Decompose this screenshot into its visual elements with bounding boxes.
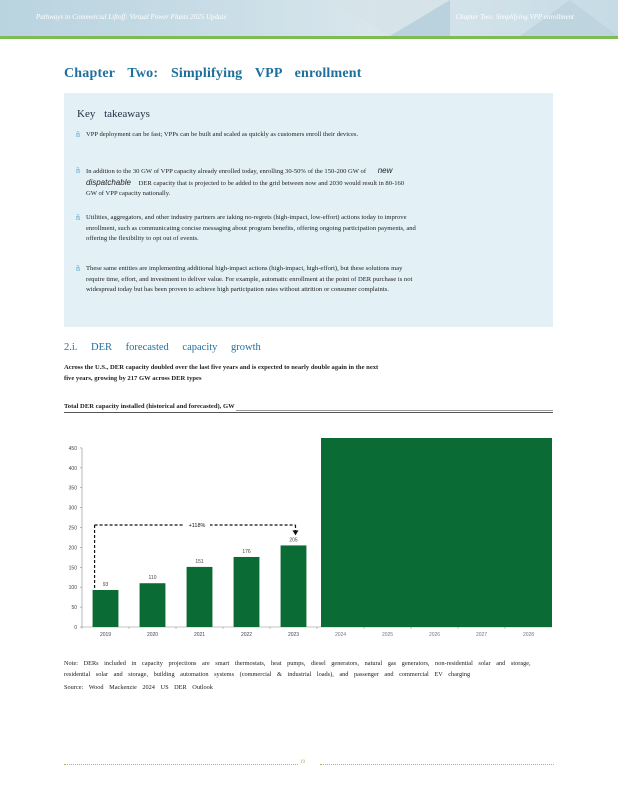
section-description: Across the U.S., DER capacity doubled over the last five years and is expected to nearly double again in the next five years, growing by 217 GW across DER types <box>64 364 379 382</box>
bar <box>140 583 166 627</box>
header-accent-line <box>0 36 618 39</box>
footer-rule <box>320 764 554 765</box>
x-tick-label: 2023 <box>287 632 300 638</box>
bar <box>281 545 307 627</box>
chart-title: Total DER capacity installed (historical and forecasted), GW <box>64 403 235 410</box>
takeaway-text: VPP deployment can be fast; VPPs can be built and scaled as quickly as customers enroll their devices. <box>86 131 359 138</box>
key-takeaways-title: Key takeaways <box>77 108 150 120</box>
header-decoration <box>330 0 450 36</box>
chart-note: Note: DERs included in capacity projections are smart thermostats, heat pumps, diesel generators, natural gas generators, non-residential solar and storage, residential solar and storage, building automation systems (commercial & industrial loads), and passenger and commercial EV charging <box>64 660 531 678</box>
footer-rule <box>64 764 298 765</box>
takeaway-item <box>76 213 416 245</box>
y-tick-label: 100 <box>68 585 77 592</box>
takeaway-highlight: new dispatchable <box>86 166 393 187</box>
takeaway-text: DER capacity that is projected to be added to the grid between now and 2030 would result in 80-160 GW of VPP capacity nationally. <box>86 179 405 197</box>
y-tick-label: 150 <box>68 565 77 572</box>
x-tick-label: 2021 <box>193 632 206 638</box>
bar <box>187 567 213 627</box>
bullet-icon: ñ <box>76 213 80 222</box>
growth-annotation: +118% <box>188 523 206 529</box>
takeaway-item <box>76 130 416 141</box>
x-tick-label: 2027 <box>475 632 488 638</box>
data-label: 205 <box>289 537 298 544</box>
takeaway-item <box>76 264 416 296</box>
x-tick-label: 2019 <box>99 632 112 638</box>
bar <box>234 557 260 627</box>
x-tick-label: 2028 <box>522 632 535 638</box>
page-number: 19 <box>300 760 305 765</box>
bullet-icon: ñ <box>76 130 80 139</box>
forecast-bar-block <box>321 438 552 627</box>
y-tick-label: 200 <box>68 545 77 552</box>
y-tick-label: 350 <box>68 485 77 492</box>
bar <box>93 590 119 627</box>
takeaway-item <box>76 166 416 200</box>
chart-source: Source: Wood Mackenzie 2024 US DER Outlook <box>64 684 213 691</box>
header-doc-title: Pathways to Commercial Liftoff: Virtual Power Plants 2025 Update <box>36 13 227 21</box>
data-label: 151 <box>195 558 204 565</box>
bullet-icon: ñ <box>76 264 80 273</box>
y-tick-label: 250 <box>68 525 77 532</box>
divider <box>64 412 553 413</box>
x-tick-label: 2025 <box>381 632 394 638</box>
key-takeaways-box <box>64 93 553 327</box>
takeaway-text: In addition to the 30 GW of VPP capacity already enrolled today, enrolling 30-50% of the 150-200 GW of <box>86 168 367 175</box>
y-tick-label: 0 <box>74 625 77 631</box>
data-label: 110 <box>148 575 157 582</box>
data-label: 93 <box>102 581 109 588</box>
der-capacity-chart <box>60 430 555 640</box>
x-tick-label: 2026 <box>428 632 441 638</box>
growth-arrow-icon <box>293 530 299 535</box>
x-tick-label: 2024 <box>334 632 347 638</box>
chapter-title: Chapter Two: Simplifying VPP enrollment <box>64 66 362 81</box>
x-tick-label: 2020 <box>146 632 159 638</box>
x-tick-label: 2022 <box>240 632 253 638</box>
y-tick-label: 450 <box>68 445 77 452</box>
y-tick-label: 300 <box>68 505 77 512</box>
section-title: 2.i. DER forecasted capacity growth <box>64 342 261 353</box>
takeaway-text: Utilities, aggregators, and other industry partners are taking no-regrets (high-impact, low-effort) actions today to improve enrollment, such as communicating concise messaging about program benefits, offering ongoing participation payments, and offering the flexibility to opt out of events. <box>86 214 416 242</box>
header-chapter: Chapter Two: Simplifying VPP enrollment <box>455 13 574 21</box>
takeaway-text: These same entities are implementing additional high-impact actions (high-impact, high-effort), but these solutions may require time, effort, and investment to deliver value. For example, automatic enrollment at the point of DER purchase is not widespread today but has been proven to achieve high participation rates without attrition or consumer complaints. <box>86 265 413 293</box>
y-tick-label: 400 <box>68 465 77 472</box>
bullet-icon: ñ <box>76 166 80 175</box>
divider <box>236 410 553 411</box>
data-label: 176 <box>242 548 251 555</box>
y-tick-label: 50 <box>71 605 77 612</box>
